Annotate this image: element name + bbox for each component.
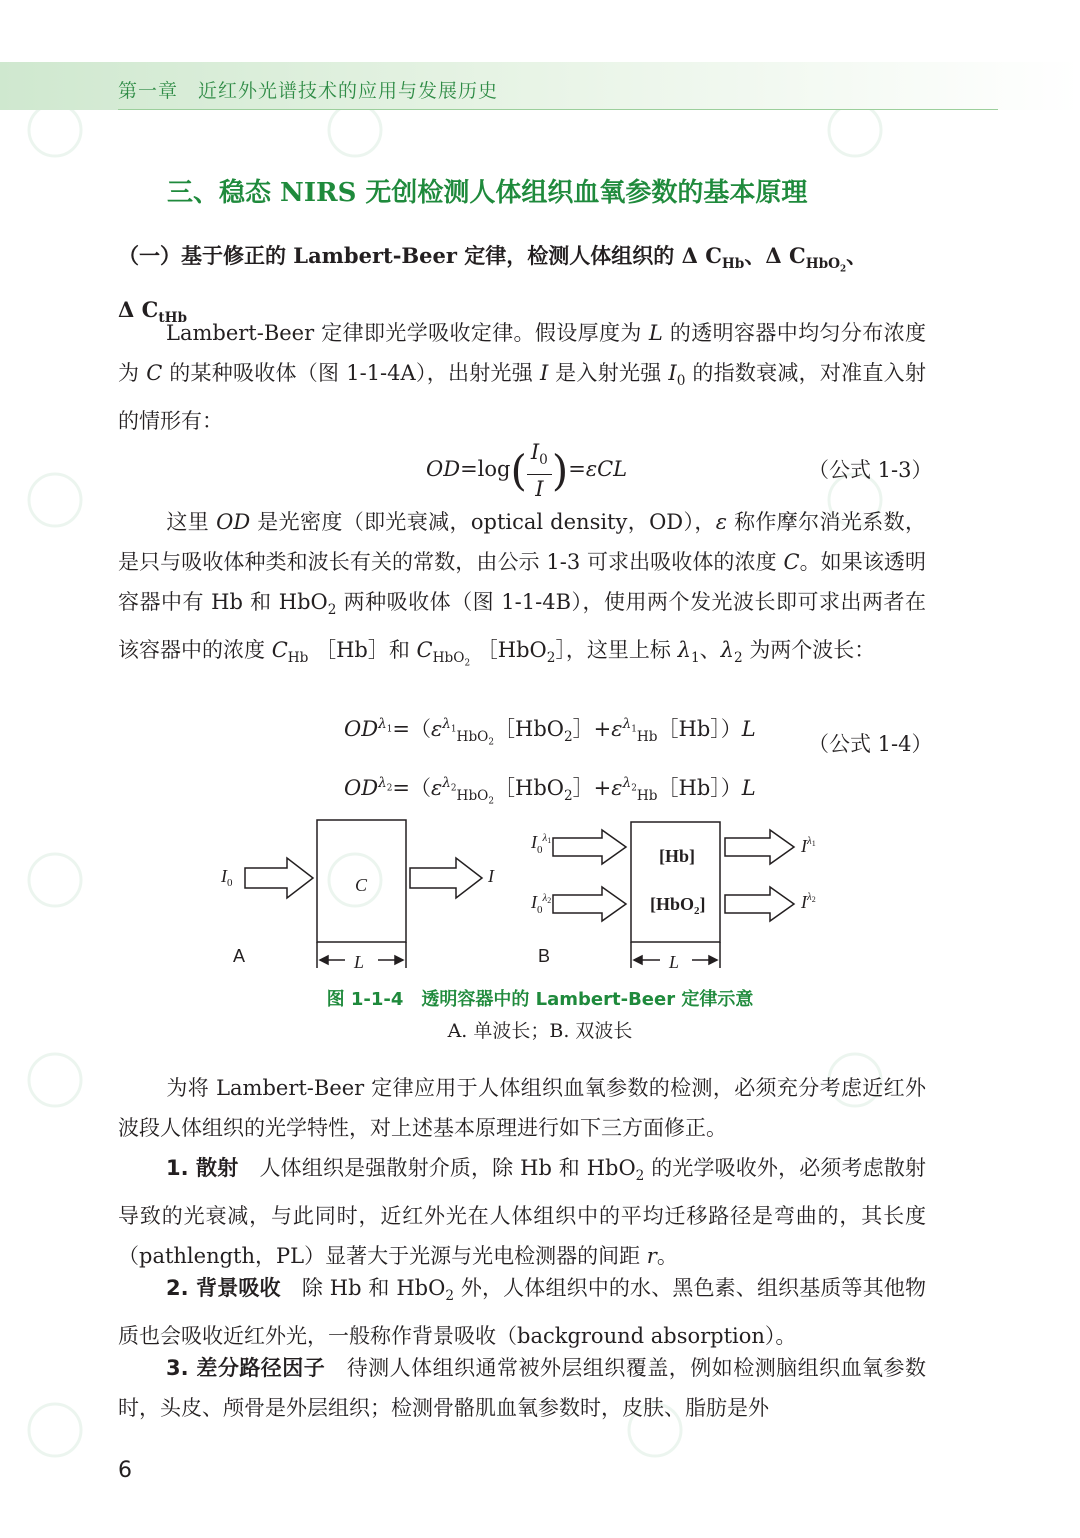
paragraph-correction-intro: 为将 Lambert-Beer 定律应用于人体组织血氧参数的检测，必须充分考虑近红外波段人体组织的光学特性，对上述基本原理进行如下三方面修正。 (118, 1076, 926, 1140)
equation-1-3: OD=log( $\frac{I_0}{I}$ )=εCL (426, 440, 628, 502)
length-label-a: L (354, 952, 365, 972)
input-intensity-b2: $I_0^\lambda 2$ (531, 892, 552, 916)
paragraph-od: 这里 OD 是光密度（即光衰减，optical density，OD），ε 称作摩尔消光系数，是只与吸收体种类和波长有关的常数，由公示 1-3 可求出吸收体的浓度 C。如果该透明容器中有 Hb 和 HbO$_2$ 两种吸收体（图 1-1-4B），使用两个发光波长即可求出两者在该容器中的浓度 $C_{Hb}$ ［Hb］和 $C_{HbO_2}$ ［HbO$_2$］，这里上标 $\lambda_1$、$\lambda_2$ 为两个波长： (118, 510, 926, 670)
incident-arrow-a (245, 858, 313, 898)
output-intensity-a: I (488, 866, 494, 886)
outgoing-arrow-b2 (725, 887, 794, 921)
equation-1-3-label: （公式 1-3） (808, 458, 933, 482)
paragraph-dpf: 3. 差分路径因子 待测人体组织通常被外层组织覆盖，例如检测脑组织血氧参数时，头皮、颅骨是外层组织；检测骨骼肌血氧参数时，皮肤、脂肪是外 (118, 1356, 927, 1420)
input-intensity-a: $I_0$ (221, 866, 233, 889)
outgoing-arrow-b1 (725, 830, 794, 864)
paragraph-background-absorption: 2. 背景吸收 除 Hb 和 HbO$_2$ 外，人体组织中的水、黑色素、组织基质等其他物质也会吸收近红外光，一般称作背景吸收（background absorption）。 (118, 1276, 926, 1349)
output-intensity-b2: $I^\lambda 2$ (801, 891, 816, 912)
figure-1-1-4 (0, 800, 1080, 980)
output-intensity-b1: $I^\lambda 1$ (801, 835, 816, 856)
subsection-title: （一）基于修正的 Lambert-Beer 定律，检测人体组织的 Δ $C_{Hb}$、Δ $C_{HbO_2}$、 Δ $C_{tHb}$ (118, 243, 868, 327)
figure-subcaption: A. 单波长；B. 双波长 (447, 1020, 633, 1042)
figure-caption: 图 1-1-4 透明容器中的 Lambert-Beer 定律示意 (326, 989, 754, 1010)
paragraph-scattering: 1. 散射 人体组织是强散射介质，除 Hb 和 HbO$_2$ 的光学吸收外，必须考虑散射导致的光衰减，与此同时，近红外光在人体组织中的平均迁移路径是弯曲的，其长度（pathlength，PL）显著大于光源与光电检测器的间距 r。 (118, 1156, 926, 1269)
outgoing-arrow-a (410, 858, 482, 898)
incident-arrow-b1 (553, 830, 626, 864)
delta-c-thb: Δ $C_{tHb}$ (118, 296, 188, 327)
incident-arrow-b2 (553, 887, 626, 921)
header-divider (118, 109, 998, 110)
section-title: 三、稳态 NIRS 无创检测人体组织血氧参数的基本原理 (167, 178, 808, 208)
length-label-b: L (669, 952, 680, 972)
hbo2-label: [HbO$_2$] (650, 894, 706, 917)
equation-1-4: $OD^{\lambda_1}=(\varepsilon^{\lambda_1}_{HbO_2}[HbO_2]+\varepsilon^{\lambda_1}_{Hb}[Hb])L$ $OD^{\lambda_2}=(\varepsilon^{\lambda_2}_{HbO_2}[HbO_2]+\varepsilon^{\lambda_2}_{Hb}[Hb])L$ (344, 716, 756, 807)
panel-b-label: B (538, 946, 551, 966)
chapter-header: 第一章 近红外光谱技术的应用与发展历史 (118, 80, 499, 102)
equation-1-4-label: （公式 1-4） (808, 732, 933, 756)
paragraph-lambert-beer: Lambert-Beer 定律即光学吸收定律。假设厚度为 L 的透明容器中均匀分布浓度为 C 的某种吸收体（图 1-1-4A），出射光强 I 是入射光强 $I_0$ 的指数衰减，对准直入射的情形有： (118, 321, 927, 434)
hb-label: [Hb] (659, 846, 695, 866)
delta-c-hbo2: Δ $C_{HbO_2}$ (765, 243, 847, 275)
concentration-label: C (355, 875, 368, 895)
panel-a-label: A (233, 946, 246, 966)
input-intensity-b1: $I_0^\lambda 1$ (531, 832, 552, 856)
container-b (631, 822, 720, 942)
page-number: 6 (118, 1458, 132, 1483)
delta-c-hb: Δ $C_{Hb}$ (681, 243, 745, 273)
